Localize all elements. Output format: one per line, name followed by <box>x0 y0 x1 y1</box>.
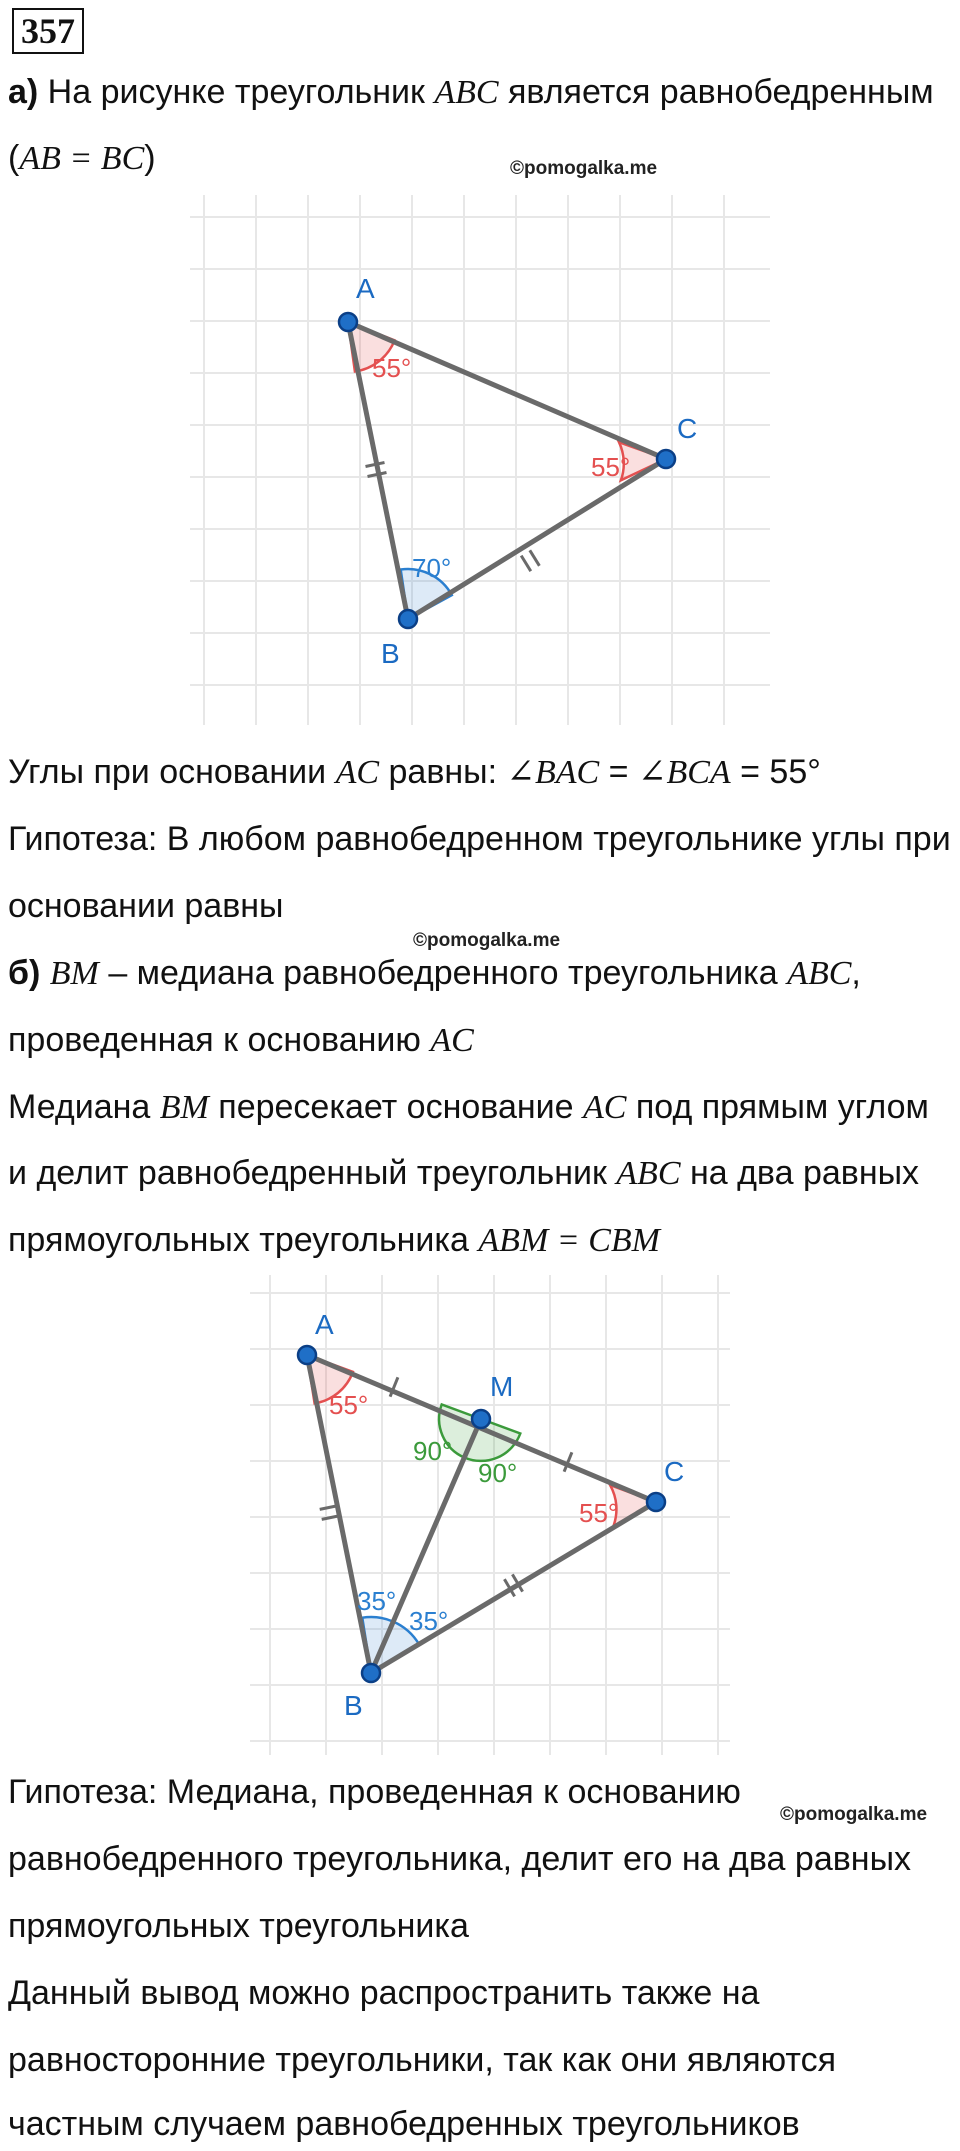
watermark-top: ©pomogalka.me <box>510 158 658 179</box>
part-b-label: б) <box>8 954 41 992</box>
label-a: A <box>315 1309 334 1340</box>
angle-c-label: 55° <box>591 452 631 482</box>
figure-a-grid <box>190 195 770 725</box>
label-a: A <box>356 273 375 304</box>
label-c: C <box>677 413 698 444</box>
label-m: M <box>490 1371 514 1402</box>
part-a-label: а) <box>8 73 39 111</box>
part-b-extra-3: частным случаем равнобедренных треугольников <box>8 2105 800 2143</box>
part-b-line-4: и делит равнобедренный треугольник ABC на два равных <box>8 1154 920 1192</box>
watermark-bottom: ©pomogalka.me <box>780 1804 928 1825</box>
angle-m-left-label: 90° <box>413 1436 453 1466</box>
part-b-hypothesis-1: Гипотеза: Медиана, проведенная к основанию <box>8 1773 741 1811</box>
part-b-line-2: проведенная к основанию AC <box>8 1021 474 1059</box>
vertex-a <box>339 313 357 331</box>
watermark-middle: ©pomogalka.me <box>413 930 561 951</box>
figure-a <box>190 195 770 735</box>
part-b-hypothesis-3: прямоугольных треугольника <box>8 1907 469 1945</box>
part-a-conclusion: Углы при основании AC равны: ∠BAC = ∠BCA = 55° <box>8 753 821 791</box>
angle-b-label: 70° <box>412 553 452 583</box>
part-b-line-1: б) BM – медиана равнобедренного треугольника ABC, <box>8 954 861 992</box>
angle-b-right-label: 35° <box>409 1606 449 1636</box>
angle-a-label: 55° <box>329 1390 369 1420</box>
problem-number: 357 <box>12 8 84 54</box>
part-b-line-5: прямоугольных треугольника ABM = CBM <box>8 1221 660 1259</box>
vertex-m <box>472 1410 490 1428</box>
part-a-hypothesis-1: Гипотеза: В любом равнобедренном треугольнике углы при <box>8 820 951 858</box>
part-a-line-2: (AB = BC) <box>8 139 156 177</box>
vertex-c <box>657 450 675 468</box>
part-b-extra-1: Данный вывод можно распространить также на <box>8 1974 760 2012</box>
tick-bc <box>521 550 539 571</box>
part-b-line-3: Медиана BM пересекает основание AC под прямым углом <box>8 1088 929 1126</box>
figure-b <box>250 1275 730 1755</box>
side-ac <box>348 322 666 459</box>
label-b: B <box>381 638 400 669</box>
angle-b-left-label: 35° <box>357 1586 397 1616</box>
side-bc <box>408 459 666 619</box>
part-b-extra-2: равносторонние треугольники, так как они являются <box>8 2041 836 2079</box>
vertex-b <box>399 610 417 628</box>
angle-c-label: 55° <box>579 1498 619 1528</box>
label-b: B <box>344 1690 363 1721</box>
vertex-c <box>647 1493 665 1511</box>
vertex-a <box>298 1346 316 1364</box>
vertex-b <box>362 1664 380 1682</box>
part-a-hypothesis-2: основании равны <box>8 887 284 925</box>
angle-a-label: 55° <box>372 353 412 383</box>
part-b-hypothesis-2: равнобедренного треугольника, делит его на два равных <box>8 1840 912 1878</box>
figure-b-grid <box>250 1275 730 1755</box>
label-c: C <box>664 1456 685 1487</box>
angle-m-right-label: 90° <box>478 1458 518 1488</box>
part-a-line-1: а) На рисунке треугольник ABC является равнобедренным <box>8 73 934 111</box>
